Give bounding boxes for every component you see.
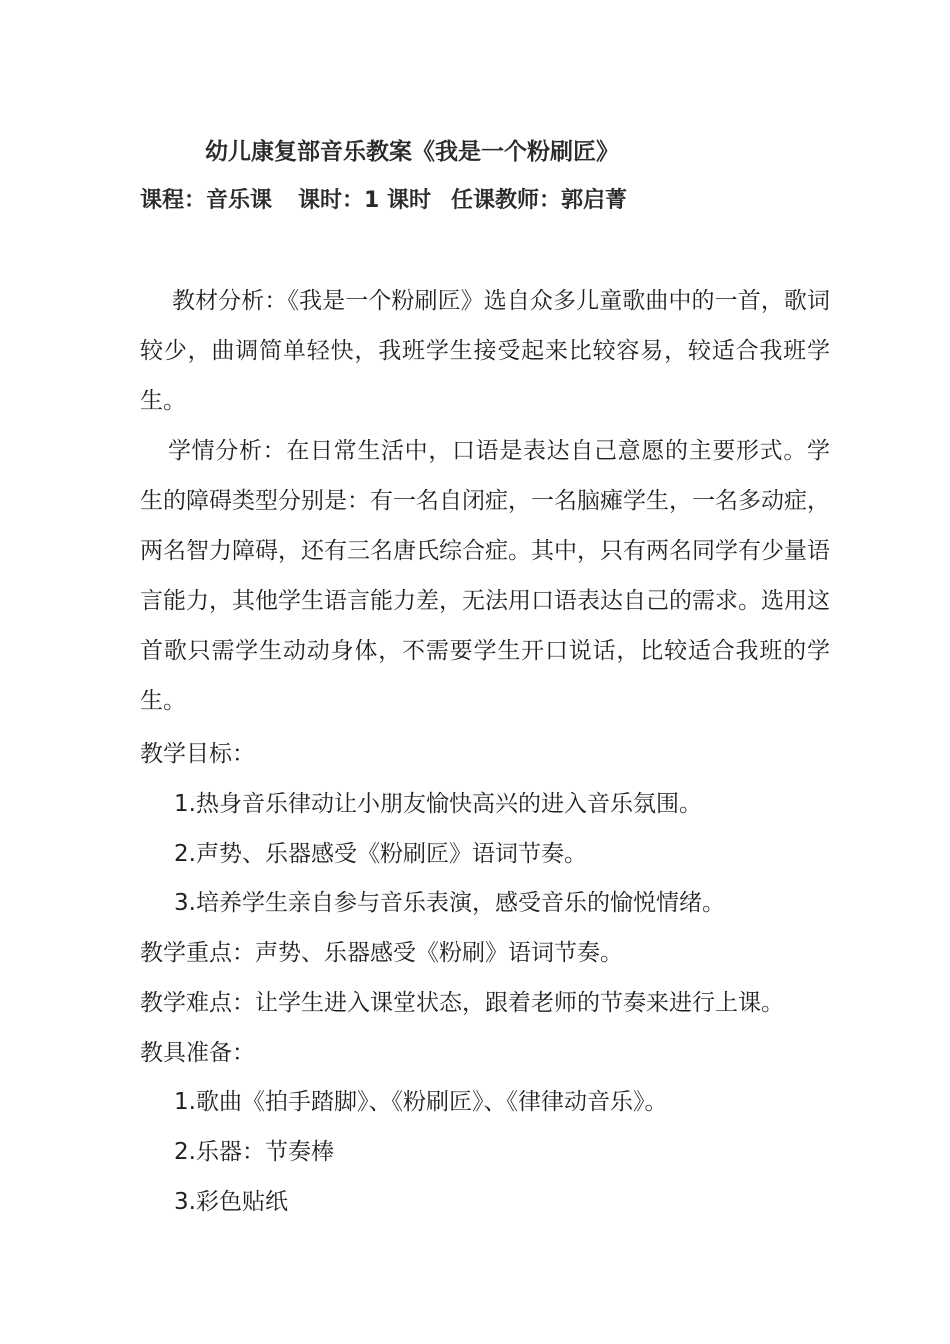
key-point: 教学重点：声势、乐器感受《粉刷》语词节奏。 [140, 940, 623, 966]
material-item: 1.歌曲《拍手踏脚》、《粉刷匠》、《律律动音乐》。 [174, 1089, 668, 1115]
material-analysis-block [140, 276, 830, 426]
course-name: 课程：音乐课 [140, 188, 273, 213]
material-item: 3.彩色贴纸 [174, 1189, 288, 1215]
student-analysis-block [140, 426, 830, 726]
materials-heading: 教具准备： [140, 1040, 255, 1066]
objective-item: 3.培养学生亲自参与音乐表演，感受音乐的愉悦情绪。 [174, 890, 725, 916]
difficulty: 教学难点：让学生进入课堂状态，跟着老师的节奏来进行上课。 [140, 990, 784, 1016]
objective-item: 2.声势、乐器感受《粉刷匠》语词节奏。 [174, 841, 587, 867]
course-hours: 课时：1 课时 [298, 188, 431, 213]
material-item: 2.乐器：节奏棒 [174, 1139, 334, 1165]
objectives-heading: 教学目标： [140, 741, 255, 767]
objective-item: 1.热身音乐律动让小朋友愉快高兴的进入音乐氛围。 [174, 791, 702, 817]
course-meta [140, 183, 627, 214]
document-title: 幼儿康复部音乐教案《我是一个粉刷匠》 [205, 139, 619, 165]
material-analysis: 教材分析：《我是一个粉刷匠》选自众多儿童歌曲中的一首，歌词较少，曲调简单轻快，我班学生接受起来比较容易，较适合我班学生。 [140, 288, 830, 414]
student-analysis: 学情分析：在日常生活中，口语是表达自己意愿的主要形式。学生的障碍类型分别是：有一名自闭症，一名脑瘫学生，一名多动症，两名智力障碍，还有三名唐氏综合症。其中，只有两名同学有少量语言能力，其他学生语言能力差，无法用口语表达自己的需求。选用这首歌只需学生动动身体，不需要学生开口说话，比较适合我班的学生。 [140, 438, 830, 714]
course-teacher: 任课教师：郭启菁 [450, 188, 627, 213]
